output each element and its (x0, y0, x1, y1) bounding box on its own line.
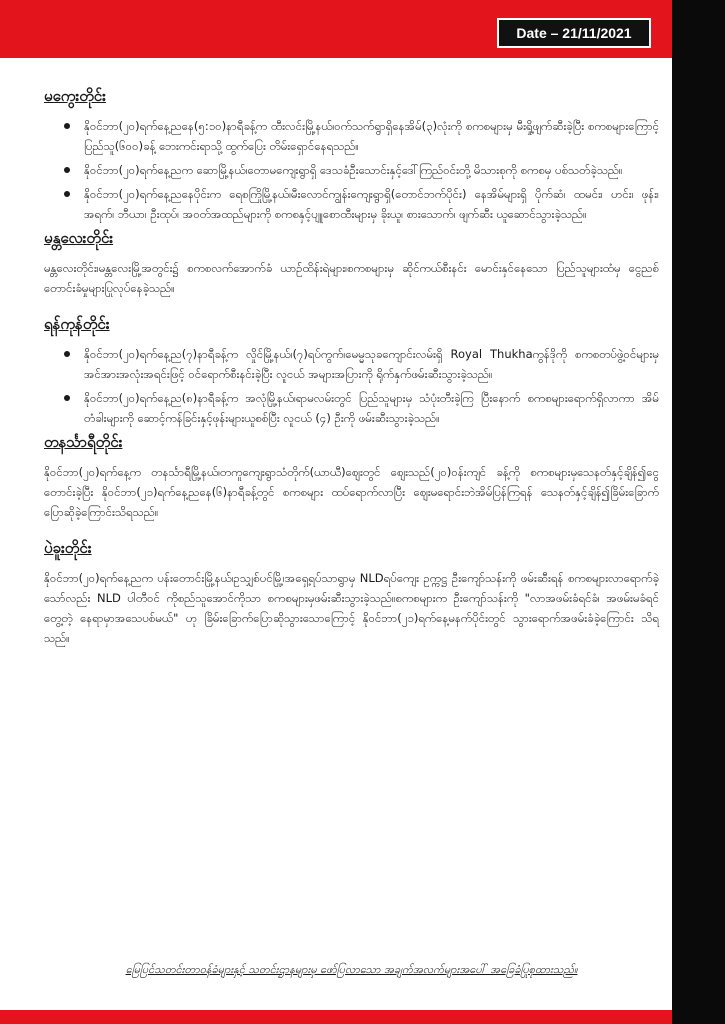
report-content (44, 86, 659, 648)
bullet-icon (64, 123, 70, 129)
section-title: တနင်္သာရီတိုင်း (44, 433, 123, 451)
section-title: မကွေးတိုင်း (44, 87, 106, 105)
list-item (64, 184, 659, 224)
bullet-list (44, 344, 659, 428)
bullet-icon (64, 191, 70, 197)
footer-note: မြေပြင်သတင်းတာဝန်ခံများနှင့် သတင်းဌာနများမှ ဖော်ပြလာသော အချက်အလက်များအပေါ် အခြေခံပြုစုထားသည်။ (125, 963, 578, 976)
section-tanintharyi (44, 432, 659, 522)
list-item-text: နိုဝင်ဘာ(၂၀)ရက်နေ့ညနေ(၅:၁၀)နာရီခန့်က ထီးလင်းမြို့နယ်၊ဝက်သက်ရွာရှိနေအိမ်(၃)လုံးကို စကစများမှ မီးရှို့ဖျက်ဆီးခဲ့ပြီး စကစများကြောင့် ပြည်သူ(၆၀၀)ခန့် ဘေးကင်းရာသို့ ထွက်ပြေး တိမ်းရှောင်နေရသည်။ (84, 119, 659, 153)
section-mandalay (44, 228, 659, 298)
list-item (64, 160, 659, 180)
section-magway (44, 86, 659, 224)
bullet-icon (64, 395, 70, 401)
section-paragraph: မန္တလေးတိုင်း၊မန္တလေးမြို့အတွင်း၌ စကစလက်အောက်ခံ ယာဉ်ထိန်းရဲများ၊စကစများမှ ဆိုင်ကယ်စီးနင်း မောင်းနှင်နေသော ပြည်သူများထံမှ ငွေညစ်တောင်းခံမှုများပြုလုပ်နေခဲ့သည်။ (44, 261, 659, 295)
list-item (64, 344, 659, 384)
list-item-text: နိုဝင်ဘာ(၂၀)ရက်နေ့ည(၈)နာရီခန့်က အလုံမြို့နယ်၊ရာမလမ်းတွင် ပြည်သူများမှ သံပုံးတီးခဲ့ကြ ပြီးနောက် စကစများရောက်ရှိလာကာ အိမ်တံခါးများကို ဆောင့်ကန်ခြင်းနှင့်ဖုန်းများယူစစ်ပြီး လူငယ် (၄) ဦးကို ဖမ်းဆီးသွားခဲ့သည်။ (84, 391, 659, 425)
bullet-icon (64, 167, 70, 173)
section-paragraph: နိုဝင်ဘာ(၂၀)ရက်နေ့က တနင်္သာရီမြို့နယ်၊တကူကျေးရွာသံတိုက်(ယာယီ)ဈေးတွင် ဈေးသည်(၂၀)ဝန်းကျင် ခန့်ကို စကစများမှသေနတ်နှင့်ချိန်၍ငွေတောင်းခဲ့ပြီး နိုဝင်ဘာ(၂၁)ရက်နေ့ညနေ(၆)နာရီခန့်တွင် စကစများ ထပ်ရောက်လာပြီး ဈေးမရောင်းဘဲအိမ်ပြန်ကြရန် သေနတ်နှင့်ချိန်၍ခြိမ်းခြောက်ပြောဆိုခဲ့ကြောင်းသိရသည်။ (44, 465, 659, 519)
bullet-list (44, 116, 659, 224)
list-item-text: နိုဝင်ဘာ(၂၀)ရက်နေ့ညက ဆောမြို့နယ်၊တောမကျေးရွာရှိ ဒေသခံဦးသောင်းနှင့်ဒေါ်ကြည်ဝင်းတို့ မိသားစုကို စကစမှ ပစ်သတ်ခဲ့သည်။ (84, 163, 623, 177)
right-black-strip (672, 0, 725, 1024)
date-label: Date – 21/11/2021 (497, 18, 651, 48)
list-item-text: နိုဝင်ဘာ(၂၀)ရက်နေ့ညနေပိုင်းက ရေစကြိုမြို့နယ်၊မီးလောင်ကျွန်းကျေးရွာရှိ(တောင်ဘက်ပိုင်း) နေအိမ်များရှိ ပိုက်ဆံ၊ ထမင်း၊ ဟင်း၊ ဖုန်း၊ အရက်၊ ဘီယာ၊ ဦးထုပ်၊ အဝတ်အထည်များကို စကစနှင့်ပျူစောထီးများမှ ခိုးယူ၊ စားသောက်၊ ဖျက်ဆီး ယူဆောင်သွားခဲ့သည်။ (84, 187, 659, 221)
section-bago (44, 538, 659, 648)
bullet-icon (64, 351, 70, 357)
section-paragraph: နိုဝင်ဘာ(၂၀)ရက်နေ့ညက ပန်းတောင်းမြို့နယ်၊ဥသျှစ်ပင်မြို့၊အရှေ့ရပ်သာရွာမှ NLDရပ်ကျေး ဥက္ကဋ္ဌ ဦးကျော်သန်းကို ဖမ်းဆီးရန် စကစများလာရောက်ခဲ့သော်လည်း NLD ပါတီဝင် ကိုစည်သူအောင်ကိုသာ စကစများမှဖမ်းဆီးသွားခဲ့သည်။စကစများက ဦးကျော်သန်းကို "လာအဖမ်းခံရင်ခံ၊ အဖမ်းမခံရင် တွေ့တဲ့ နေရာမှာအသေပစ်မယ်" ဟု ခြိမ်းခြောက်ပြောဆိုသွားသောကြောင့် နိုဝင်ဘာ(၂၁)ရက်နေ့မနက်ပိုင်းတွင် သွားရောက်အဖမ်းခံခဲ့ကြောင်း သိရသည်။ (44, 571, 659, 645)
list-item (64, 116, 659, 156)
section-yangon (44, 314, 659, 428)
footer-red-bar (0, 1010, 672, 1024)
section-title: ရန်ကုန်တိုင်း (44, 315, 110, 333)
list-item-text: နိုဝင်ဘာ(၂၀)ရက်နေ့ည(၇)နာရီခန့်က လှိုင်မြို့နယ်၊(၇)ရပ်ကွက်၊မေမ္မသုခကျောင်းလမ်းရှိ Royal Thukhaကွန်ဒိုကို စကစတပ်ဖွဲ့ဝင်များမှ အင်အားအလုံးအရင်းဖြင့် ဝင်ရောက်စီးနင်းခဲ့ပြီး လူငယ် အများအပြားကို ရိုက်နှက်ဖမ်းဆီးသွားခဲ့သည်။ (84, 347, 659, 381)
list-item (64, 388, 659, 428)
section-title: ပဲခူးတိုင်း (44, 539, 92, 557)
section-title: မန္တလေးတိုင်း (44, 229, 114, 247)
